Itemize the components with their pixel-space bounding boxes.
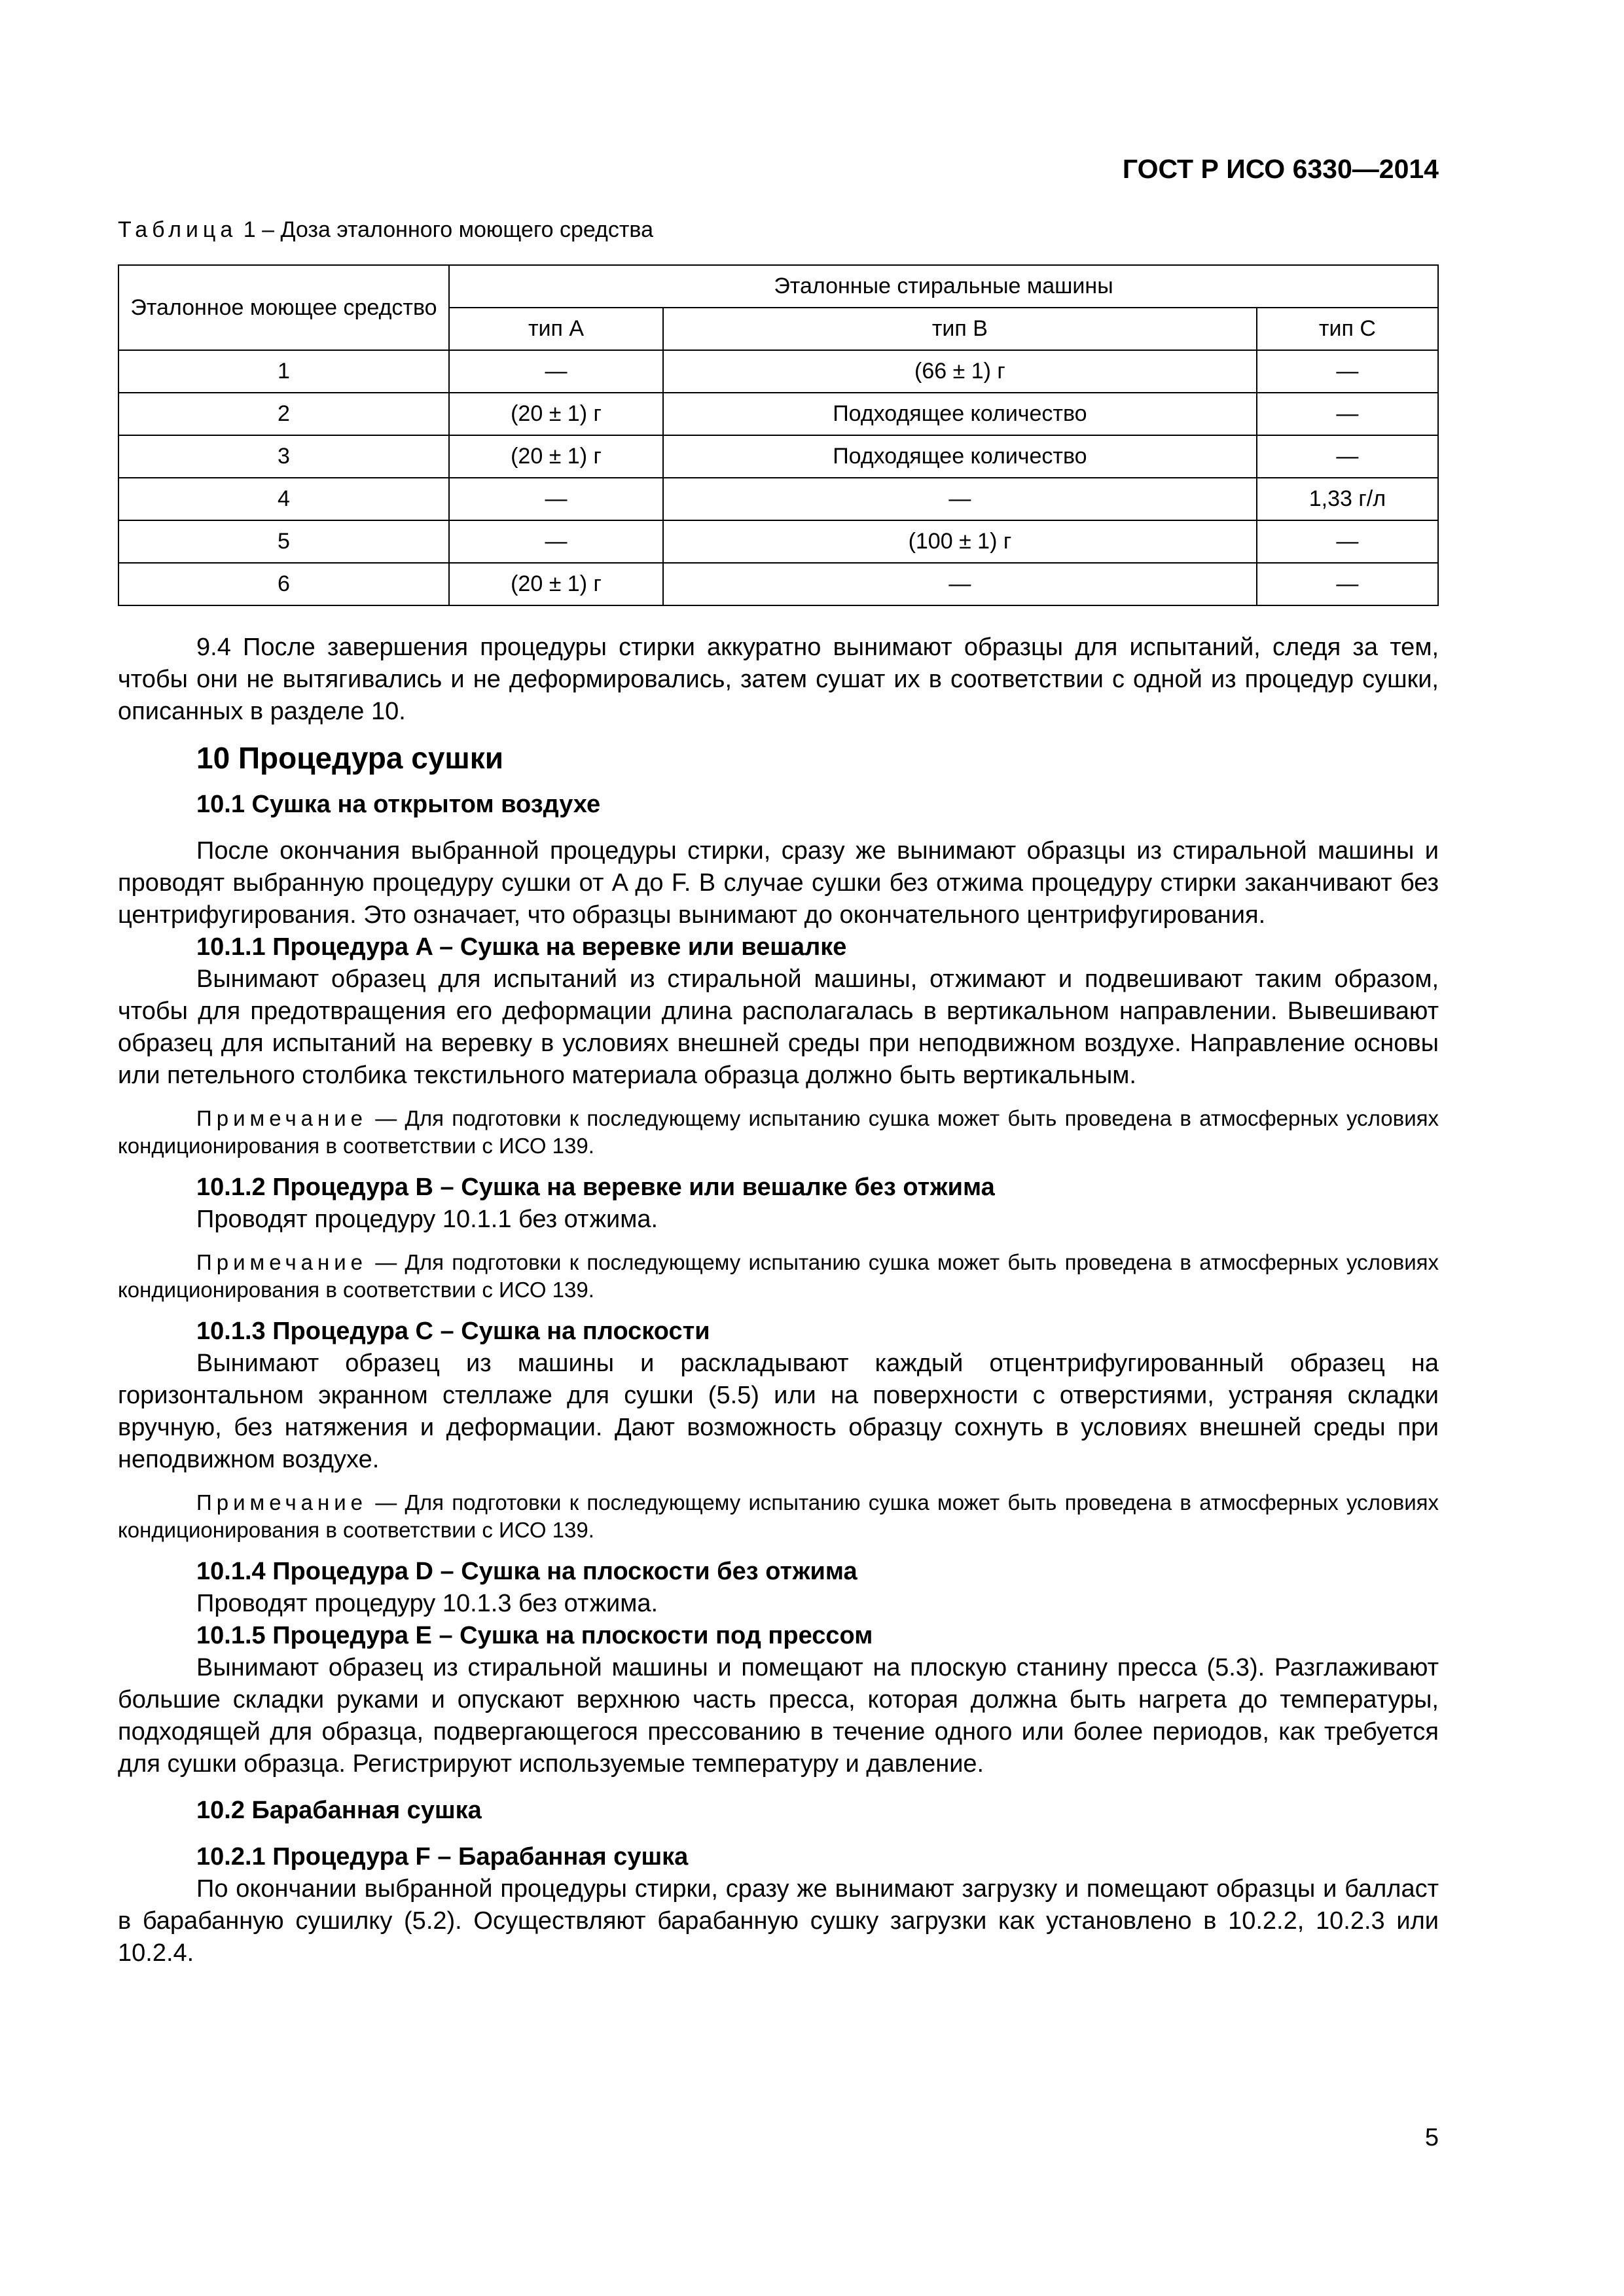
table-cell: — (1257, 350, 1438, 393)
document-body (118, 632, 1439, 1969)
table-cell: Подходящее количество (663, 435, 1257, 478)
table-row (118, 520, 1438, 563)
note-1 (118, 1105, 1439, 1160)
note-text: — Для подготовки к последующему испытанию сушка может быть проведена в атмосферных условиях кондиционирования в соответствии с ИСО 139. (118, 1490, 1439, 1542)
section-10-1-2-title: 10.1.2 Процедура B – Сушка на веревке или вешалке без отжима (196, 1174, 995, 1201)
table-cell: — (1257, 393, 1438, 435)
page-number: 5 (1424, 2124, 1439, 2151)
table-cell: 4 (118, 478, 449, 520)
table-cell: (20 ± 1) г (449, 435, 663, 478)
header-type-a: тип A (449, 308, 663, 350)
table-row (118, 350, 1438, 393)
note-2 (118, 1249, 1439, 1304)
table-cell: — (1257, 563, 1438, 605)
table-caption (118, 217, 653, 243)
standard-code: ГОСТ Р ИСО 6330—2014 (1122, 154, 1439, 184)
note-label: Примечание (196, 1106, 368, 1130)
table-cell: 6 (118, 563, 449, 605)
section-10-1-1-title: 10.1.1 Процедура A – Сушка на веревке или вешалке (196, 933, 847, 961)
table-row (118, 478, 1438, 520)
note-text: — Для подготовки к последующему испытанию сушка может быть проведена в атмосферных условиях кондиционирования в соответствии с ИСО 139. (118, 1106, 1439, 1158)
section-10-title: 10 Процедура сушки (196, 741, 504, 775)
section-10-1-4-title: 10.1.4 Процедура D – Сушка на плоскости без отжима (196, 1558, 857, 1585)
section-10-1-5-text: Вынимают образец из стиральной машины и помещают на плоскую станину пресса (5.3). Разглаживают большие складки руками и опускают верхнюю часть пресса, которая должна быть нагрета до температуры, подходящей для образца, подвергающегося прессованию в течение одного или более периодов, как требуется для сушки образца. Регистрируют используемые температуру и давление. (118, 1654, 1439, 1778)
table-cell: — (1257, 520, 1438, 563)
table-row (118, 563, 1438, 605)
header-type-b: тип B (663, 308, 1257, 350)
section-10-1-1-text: Вынимают образец для испытаний из стиральной машины, отжимают и подвешивают таким образом, чтобы для предотвращения его деформации длина располагалась в вертикальном направлении. Вывешивают образец для испытаний на веревку в условиях внешней среды при неподвижном воздухе. Направление основы или петельного столбика текстильного материала образца должно быть вертикальным. (118, 965, 1439, 1089)
table-header-row (118, 265, 1438, 308)
table-cell: — (1257, 435, 1438, 478)
header-machines: Эталонные стиральные машины (449, 265, 1438, 308)
dose-table (118, 264, 1439, 606)
table-cell: — (449, 350, 663, 393)
section-10-2-title: 10.2 Барабанная сушка (196, 1797, 482, 1824)
table-cell: (20 ± 1) г (449, 563, 663, 605)
header-type-c: тип C (1257, 308, 1438, 350)
table-row (118, 393, 1438, 435)
table-cell: — (449, 520, 663, 563)
table-cell: 5 (118, 520, 449, 563)
note-label: Примечание (196, 1490, 368, 1515)
table-cell: Подходящее количество (663, 393, 1257, 435)
section-10-1-text: После окончания выбранной процедуры стирки, сразу же вынимают образцы из стиральной машины и проводят выбранную процедуру сушки от A до F. В случае сушки без отжима процедуру стирки заканчивают без центрифугирования. Это означает, что образцы вынимают до окончательного центрифугирования. (118, 837, 1439, 929)
section-10-2-1-text: По окончании выбранной процедуры стирки, сразу же вынимают загрузку и помещают образцы и балласт в барабанную сушилку (5.2). Осуществляют барабанную сушку загрузки как установлено в 10.2.2, 10.2.3 или 10.2.4. (118, 1875, 1439, 1967)
section-10-2-1-title: 10.2.1 Процедура F – Барабанная сушка (196, 1843, 689, 1871)
section-10-1-3-title: 10.1.3 Процедура C – Сушка на плоскости (196, 1318, 710, 1345)
table-cell: (66 ± 1) г (663, 350, 1257, 393)
note-label: Примечание (196, 1250, 368, 1274)
table-caption-text: 1 – Доза эталонного моющего средства (237, 217, 654, 242)
header-detergent: Эталонное моющее средство (118, 265, 449, 350)
table-cell: 3 (118, 435, 449, 478)
section-10-1-4-text: Проводят процедуру 10.1.3 без отжима. (196, 1590, 659, 1617)
table-caption-label: Таблица (118, 217, 238, 242)
table-cell: — (449, 478, 663, 520)
section-10-1-5-title: 10.1.5 Процедура E – Сушка на плоскости под прессом (196, 1622, 873, 1649)
table-cell: 2 (118, 393, 449, 435)
table-row (118, 435, 1438, 478)
table-cell: — (663, 563, 1257, 605)
table-cell: (100 ± 1) г (663, 520, 1257, 563)
table-cell: — (663, 478, 1257, 520)
paragraph-9-4: 9.4 После завершения процедуры стирки аккуратно вынимают образцы для испытаний, следя за тем, чтобы они не вытягивались и не деформировались, затем сушат их в соответствии с одной из процедур сушки, описанных в разделе 10. (118, 634, 1439, 725)
table-cell: 1 (118, 350, 449, 393)
section-10-1-3-text: Вынимают образец из машины и раскладывают каждый отцентрифугированный образец на горизонтальном экранном стеллаже для сушки (5.5) или на поверхности с отверстиями, устраняя складки вручную, без натяжения и деформации. Дают возможность образцу сохнуть в условиях внешней среды при неподвижном воздухе. (118, 1350, 1439, 1473)
note-text: — Для подготовки к последующему испытанию сушка может быть проведена в атмосферных условиях кондиционирования в соответствии с ИСО 139. (118, 1250, 1439, 1302)
table-cell: (20 ± 1) г (449, 393, 663, 435)
note-3 (118, 1489, 1439, 1544)
table-cell: 1,33 г/л (1257, 478, 1438, 520)
section-10-1-2-text: Проводят процедуру 10.1.1 без отжима. (196, 1206, 659, 1233)
section-10-1-title: 10.1 Сушка на открытом воздухе (196, 791, 601, 818)
